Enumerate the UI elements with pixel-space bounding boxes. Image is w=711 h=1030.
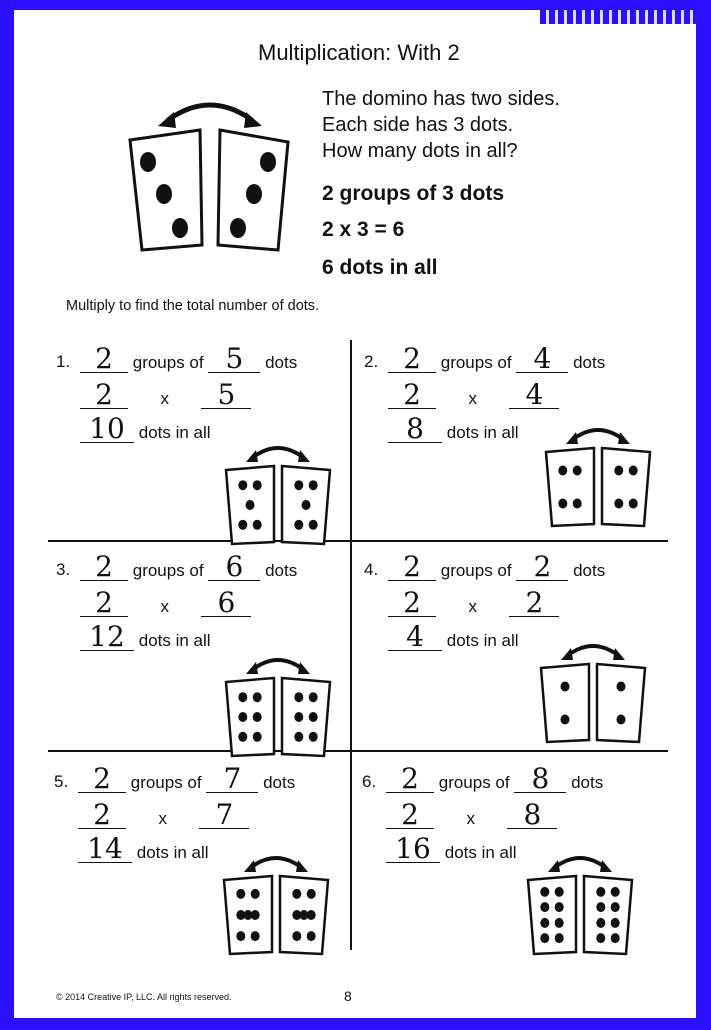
total-answer: 8	[388, 416, 442, 443]
problem-number: 4.	[364, 560, 379, 579]
domino-right	[597, 664, 645, 742]
page-number: 8	[344, 988, 352, 1004]
dots-label: dots	[263, 773, 296, 792]
dot	[251, 889, 260, 899]
dot	[573, 499, 582, 509]
arrow-head-left	[548, 860, 560, 872]
groups-row	[78, 762, 296, 795]
example-domino	[120, 90, 300, 260]
flip-arrow	[168, 105, 252, 120]
arrow-head-right	[618, 432, 630, 444]
arrow-head-left	[246, 662, 258, 674]
intro-text	[322, 86, 560, 164]
domino-left	[226, 678, 274, 756]
dot	[292, 889, 301, 899]
total-answer: 14	[78, 836, 132, 863]
dot	[238, 732, 247, 742]
times-label: x	[468, 389, 477, 408]
grid-divider-horizontal	[48, 750, 668, 752]
domino-illustration	[535, 636, 651, 746]
factor1-answer: 2	[386, 802, 434, 829]
domino-right	[584, 876, 632, 954]
intro-line: Each side has 3 dots.	[322, 114, 514, 136]
groups-answer: 2	[388, 554, 436, 581]
groups-row	[388, 550, 606, 583]
groups-of-label: groups of	[132, 353, 204, 372]
dot	[629, 499, 638, 509]
factor2-answer: 6	[201, 590, 251, 617]
dot	[555, 933, 564, 943]
domino-illustration	[522, 848, 638, 958]
groups-of-label: groups of	[130, 773, 202, 792]
arrow-head-left	[244, 860, 256, 872]
factor1-answer: 2	[80, 382, 128, 409]
paper-edge	[540, 10, 696, 24]
factor2-answer: 2	[509, 590, 559, 617]
per-answer: 4	[516, 346, 568, 373]
dot	[611, 918, 620, 928]
arrow-head-right	[244, 112, 262, 128]
problem-number: 6.	[362, 772, 377, 791]
flip-arrow	[567, 646, 619, 656]
arrow-head-right	[298, 662, 310, 674]
dot	[614, 499, 623, 509]
intro-line: The domino has two sides.	[322, 88, 560, 110]
domino-left	[528, 876, 576, 954]
problem-number: 3.	[56, 560, 71, 579]
dot	[617, 715, 626, 725]
total-row	[386, 832, 517, 865]
arrow-head-left	[246, 450, 258, 462]
example-total: 6 dots in all	[322, 256, 438, 279]
dot	[540, 902, 549, 912]
dots-in-all-label: dots in all	[446, 631, 519, 650]
dot	[555, 918, 564, 928]
total-row	[80, 412, 211, 445]
dot	[573, 466, 582, 476]
dot	[555, 887, 564, 897]
dot	[307, 910, 316, 920]
dot	[251, 910, 260, 920]
domino-right	[602, 448, 650, 526]
dot	[302, 500, 311, 510]
dot	[253, 692, 262, 702]
dot	[238, 712, 247, 722]
arrow-head-left	[158, 112, 176, 128]
dot	[294, 520, 303, 530]
times-label: x	[160, 597, 169, 616]
factor-row	[80, 586, 251, 619]
flip-arrow	[554, 858, 606, 868]
dot	[540, 918, 549, 928]
dot	[561, 715, 570, 725]
groups-of-label: groups of	[132, 561, 204, 580]
total-row	[388, 620, 519, 653]
groups-of-label: groups of	[440, 353, 512, 372]
problem-number: 1.	[56, 352, 71, 371]
dot	[309, 520, 318, 530]
instructions: Multiply to find the total number of dots.	[66, 298, 320, 314]
groups-answer: 2	[388, 346, 436, 373]
dot	[596, 918, 605, 928]
domino-right	[282, 678, 330, 756]
per-answer: 5	[208, 346, 260, 373]
factor2-answer: 8	[507, 802, 557, 829]
groups-row	[80, 550, 298, 583]
dot	[611, 933, 620, 943]
factor-row	[78, 798, 249, 831]
dot	[294, 692, 303, 702]
per-answer: 2	[516, 554, 568, 581]
factor1-answer: 2	[388, 590, 436, 617]
times-label: x	[160, 389, 169, 408]
dot	[294, 480, 303, 490]
total-answer: 12	[80, 624, 134, 651]
groups-row	[388, 342, 606, 375]
arrow-head-right	[296, 860, 308, 872]
flip-arrow	[572, 430, 624, 440]
dot	[253, 732, 262, 742]
dot	[629, 466, 638, 476]
flip-arrow	[250, 858, 302, 868]
dot	[253, 712, 262, 722]
groups-answer: 2	[386, 766, 434, 793]
flip-arrow	[252, 660, 304, 670]
arrow-head-right	[600, 860, 612, 872]
dot	[140, 152, 156, 172]
arrow-head-right	[613, 648, 625, 660]
times-label: x	[468, 597, 477, 616]
dots-label: dots	[265, 353, 298, 372]
dot	[307, 931, 316, 941]
dots-in-all-label: dots in all	[138, 423, 211, 442]
problem-number: 5.	[54, 772, 69, 791]
per-answer: 8	[514, 766, 566, 793]
dot	[614, 466, 623, 476]
domino-illustration	[540, 420, 656, 530]
groups-of-label: groups of	[438, 773, 510, 792]
factor1-answer: 2	[388, 382, 436, 409]
dots-in-all-label: dots in all	[138, 631, 211, 650]
dot	[156, 184, 172, 204]
arrow-head-right	[298, 450, 310, 462]
dot	[540, 887, 549, 897]
dot	[236, 889, 245, 899]
times-label: x	[158, 809, 167, 828]
dot	[172, 218, 188, 238]
dot	[246, 500, 255, 510]
factor-row	[388, 378, 559, 411]
dot	[236, 931, 245, 941]
dot	[611, 902, 620, 912]
dot	[540, 933, 549, 943]
groups-answer: 2	[78, 766, 126, 793]
example-equation: 2 x 3 = 6	[322, 218, 405, 241]
dot	[561, 682, 570, 692]
dots-label: dots	[573, 353, 606, 372]
page-title: Multiplication: With 2	[258, 40, 460, 65]
total-answer: 10	[80, 416, 134, 443]
dot	[309, 480, 318, 490]
total-row	[388, 412, 519, 445]
domino-left	[541, 664, 589, 742]
times-label: x	[466, 809, 475, 828]
groups-of-label: groups of	[440, 561, 512, 580]
per-answer: 7	[206, 766, 258, 793]
per-answer: 6	[208, 554, 260, 581]
total-answer: 16	[386, 836, 440, 863]
grid-divider-vertical	[350, 340, 352, 950]
dot	[294, 732, 303, 742]
dot	[238, 692, 247, 702]
dot	[253, 480, 262, 490]
dot	[596, 902, 605, 912]
factor2-answer: 5	[201, 382, 251, 409]
factor1-answer: 2	[78, 802, 126, 829]
domino-left	[546, 448, 594, 526]
dot	[596, 887, 605, 897]
dot	[309, 732, 318, 742]
dots-in-all-label: dots in all	[446, 423, 519, 442]
dots-label: dots	[571, 773, 604, 792]
dots-label: dots	[265, 561, 298, 580]
dot	[251, 931, 260, 941]
factor2-answer: 7	[199, 802, 249, 829]
groups-answer: 2	[80, 346, 128, 373]
total-row	[78, 832, 209, 865]
factor-row	[388, 586, 559, 619]
intro-line: How many dots in all?	[322, 140, 518, 162]
dot	[611, 887, 620, 897]
domino-illustration	[220, 438, 336, 548]
dot	[307, 889, 316, 899]
factor1-answer: 2	[80, 590, 128, 617]
dot	[230, 218, 246, 238]
dot	[309, 692, 318, 702]
dot	[558, 499, 567, 509]
dot	[253, 520, 262, 530]
factor2-answer: 4	[509, 382, 559, 409]
dot	[617, 682, 626, 692]
dots-label: dots	[573, 561, 606, 580]
dots-in-all-label: dots in all	[136, 843, 209, 862]
dot	[555, 902, 564, 912]
domino-illustration	[218, 848, 334, 958]
dot	[238, 520, 247, 530]
total-row	[80, 620, 211, 653]
factor-row	[80, 378, 251, 411]
factor-row	[386, 798, 557, 831]
dot	[260, 152, 276, 172]
groups-answer: 2	[80, 554, 128, 581]
dots-in-all-label: dots in all	[444, 843, 517, 862]
flip-arrow	[252, 448, 304, 458]
dot	[238, 480, 247, 490]
example-groups: 2 groups of 3 dots	[322, 182, 505, 205]
problem-number: 2.	[364, 352, 379, 371]
arrow-head-left	[566, 432, 578, 444]
groups-row	[386, 762, 604, 795]
total-answer: 4	[388, 624, 442, 651]
dot	[294, 712, 303, 722]
arrow-head-left	[561, 648, 573, 660]
copyright: © 2014 Creative IP, LLC. All rights reserved.	[56, 992, 232, 1002]
dot	[558, 466, 567, 476]
domino-illustration	[220, 650, 336, 760]
groups-row	[80, 342, 298, 375]
dot	[309, 712, 318, 722]
dot	[246, 184, 262, 204]
dot	[596, 933, 605, 943]
dot	[292, 931, 301, 941]
